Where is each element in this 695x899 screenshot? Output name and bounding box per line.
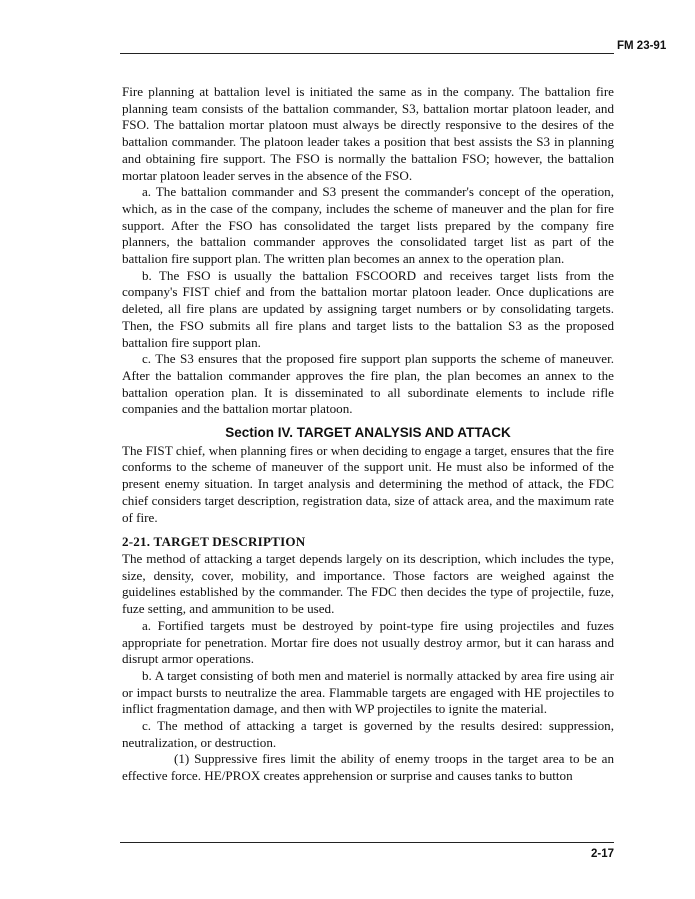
footer-rule <box>120 842 614 843</box>
intro-paragraph: Fire planning at battalion level is initiated the same as in the company. The battalion fire planning team consists of the battalion commander, S3, battalion mortar platoon leader, and FSO. The battalion mortar platoon must always be directly responsive to the desires of the battalion commander. The platoon leader takes a position that best assists the S3 in planning and obtaining fire support. The FSO is normally the battalion FSO; however, the battalion mortar platoon leader serves in the absence of the FSO. <box>122 84 614 183</box>
section-intro: The FIST chief, when planning fires or when deciding to engage a target, ensures that the fire conforms to the scheme of maneuver of the support unit. He must also be informed of the present enemy situation. In target analysis and determining the method of attack, the FDC chief considers target description, registration data, size of attack area, and the maximum rate of fire. <box>122 442 614 525</box>
paragraph-item-c: c. The method of attacking a target is governed by the results desired: suppression, neutralization, or destruction. <box>122 718 614 750</box>
paragraph-heading: 2-21. TARGET DESCRIPTION <box>122 534 306 550</box>
item-a: a. The battalion commander and S3 present the commander's concept of the operation, which, as in the case of the company, includes the scheme of maneuver and the plan for fire support. After the FSO has consolidated the target lists prepared by the company fire planners, the battalion commander approves the consolidated target list as part of the battalion fire support plan. The written plan becomes an annex to the operation plan. <box>122 184 614 267</box>
item-b: b. The FSO is usually the battalion FSCOORD and receives target lists from the company's FIST chief and from the battalion mortar platoon leader. Once duplications are deleted, all fire plans are updated by assigning target numbers or by consolidating targets. Then, the FSO submits all fire plans and target lists to the battalion S3 as the proposed battalion fire support plan. <box>122 267 614 350</box>
page-body <box>122 84 614 785</box>
page-number: 2-17 <box>591 848 615 860</box>
section-title: Section IV. TARGET ANALYSIS AND ATTACK <box>225 425 511 441</box>
item-c: c. The S3 ensures that the proposed fire support plan supports the scheme of maneuver. After the battalion commander approves the fire plan, the plan becomes an annex to the battalion operation plan. It is disseminated to all subordinate elements to include rifle companies and the battalion mortar platoon. <box>122 351 614 417</box>
paragraph-item-b: b. A target consisting of both men and materiel is normally attacked by area fire using air or impact bursts to neutralize the area. Flammable targets are engaged with HE projectiles to inflict fragmentation damage, and then with WP projectiles to ignite the material. <box>122 667 614 717</box>
paragraph-item-c1: (1) Suppressive fires limit the ability of enemy troops in the target area to be an effective force. HE/PROX creates apprehension or surprise and causes tanks to button <box>122 751 614 784</box>
paragraph-item-a: a. Fortified targets must be destroyed by point-type fire using projectiles and fuzes appropriate for penetration. Mortar fire does not usually destroy armor, but it can harass and disrupt armor operations. <box>122 617 614 667</box>
header-rule <box>120 53 614 54</box>
paragraph-intro: The method of attacking a target depends largely on its description, which includes the type, size, density, cover, mobility, and importance. Those factors are weighed against the guidelines established by the commander. The FDC then decides the type of projectile, fuze, fuze setting, and ammunition to be used. <box>122 550 614 617</box>
document-id: FM 23-91 <box>617 40 667 52</box>
